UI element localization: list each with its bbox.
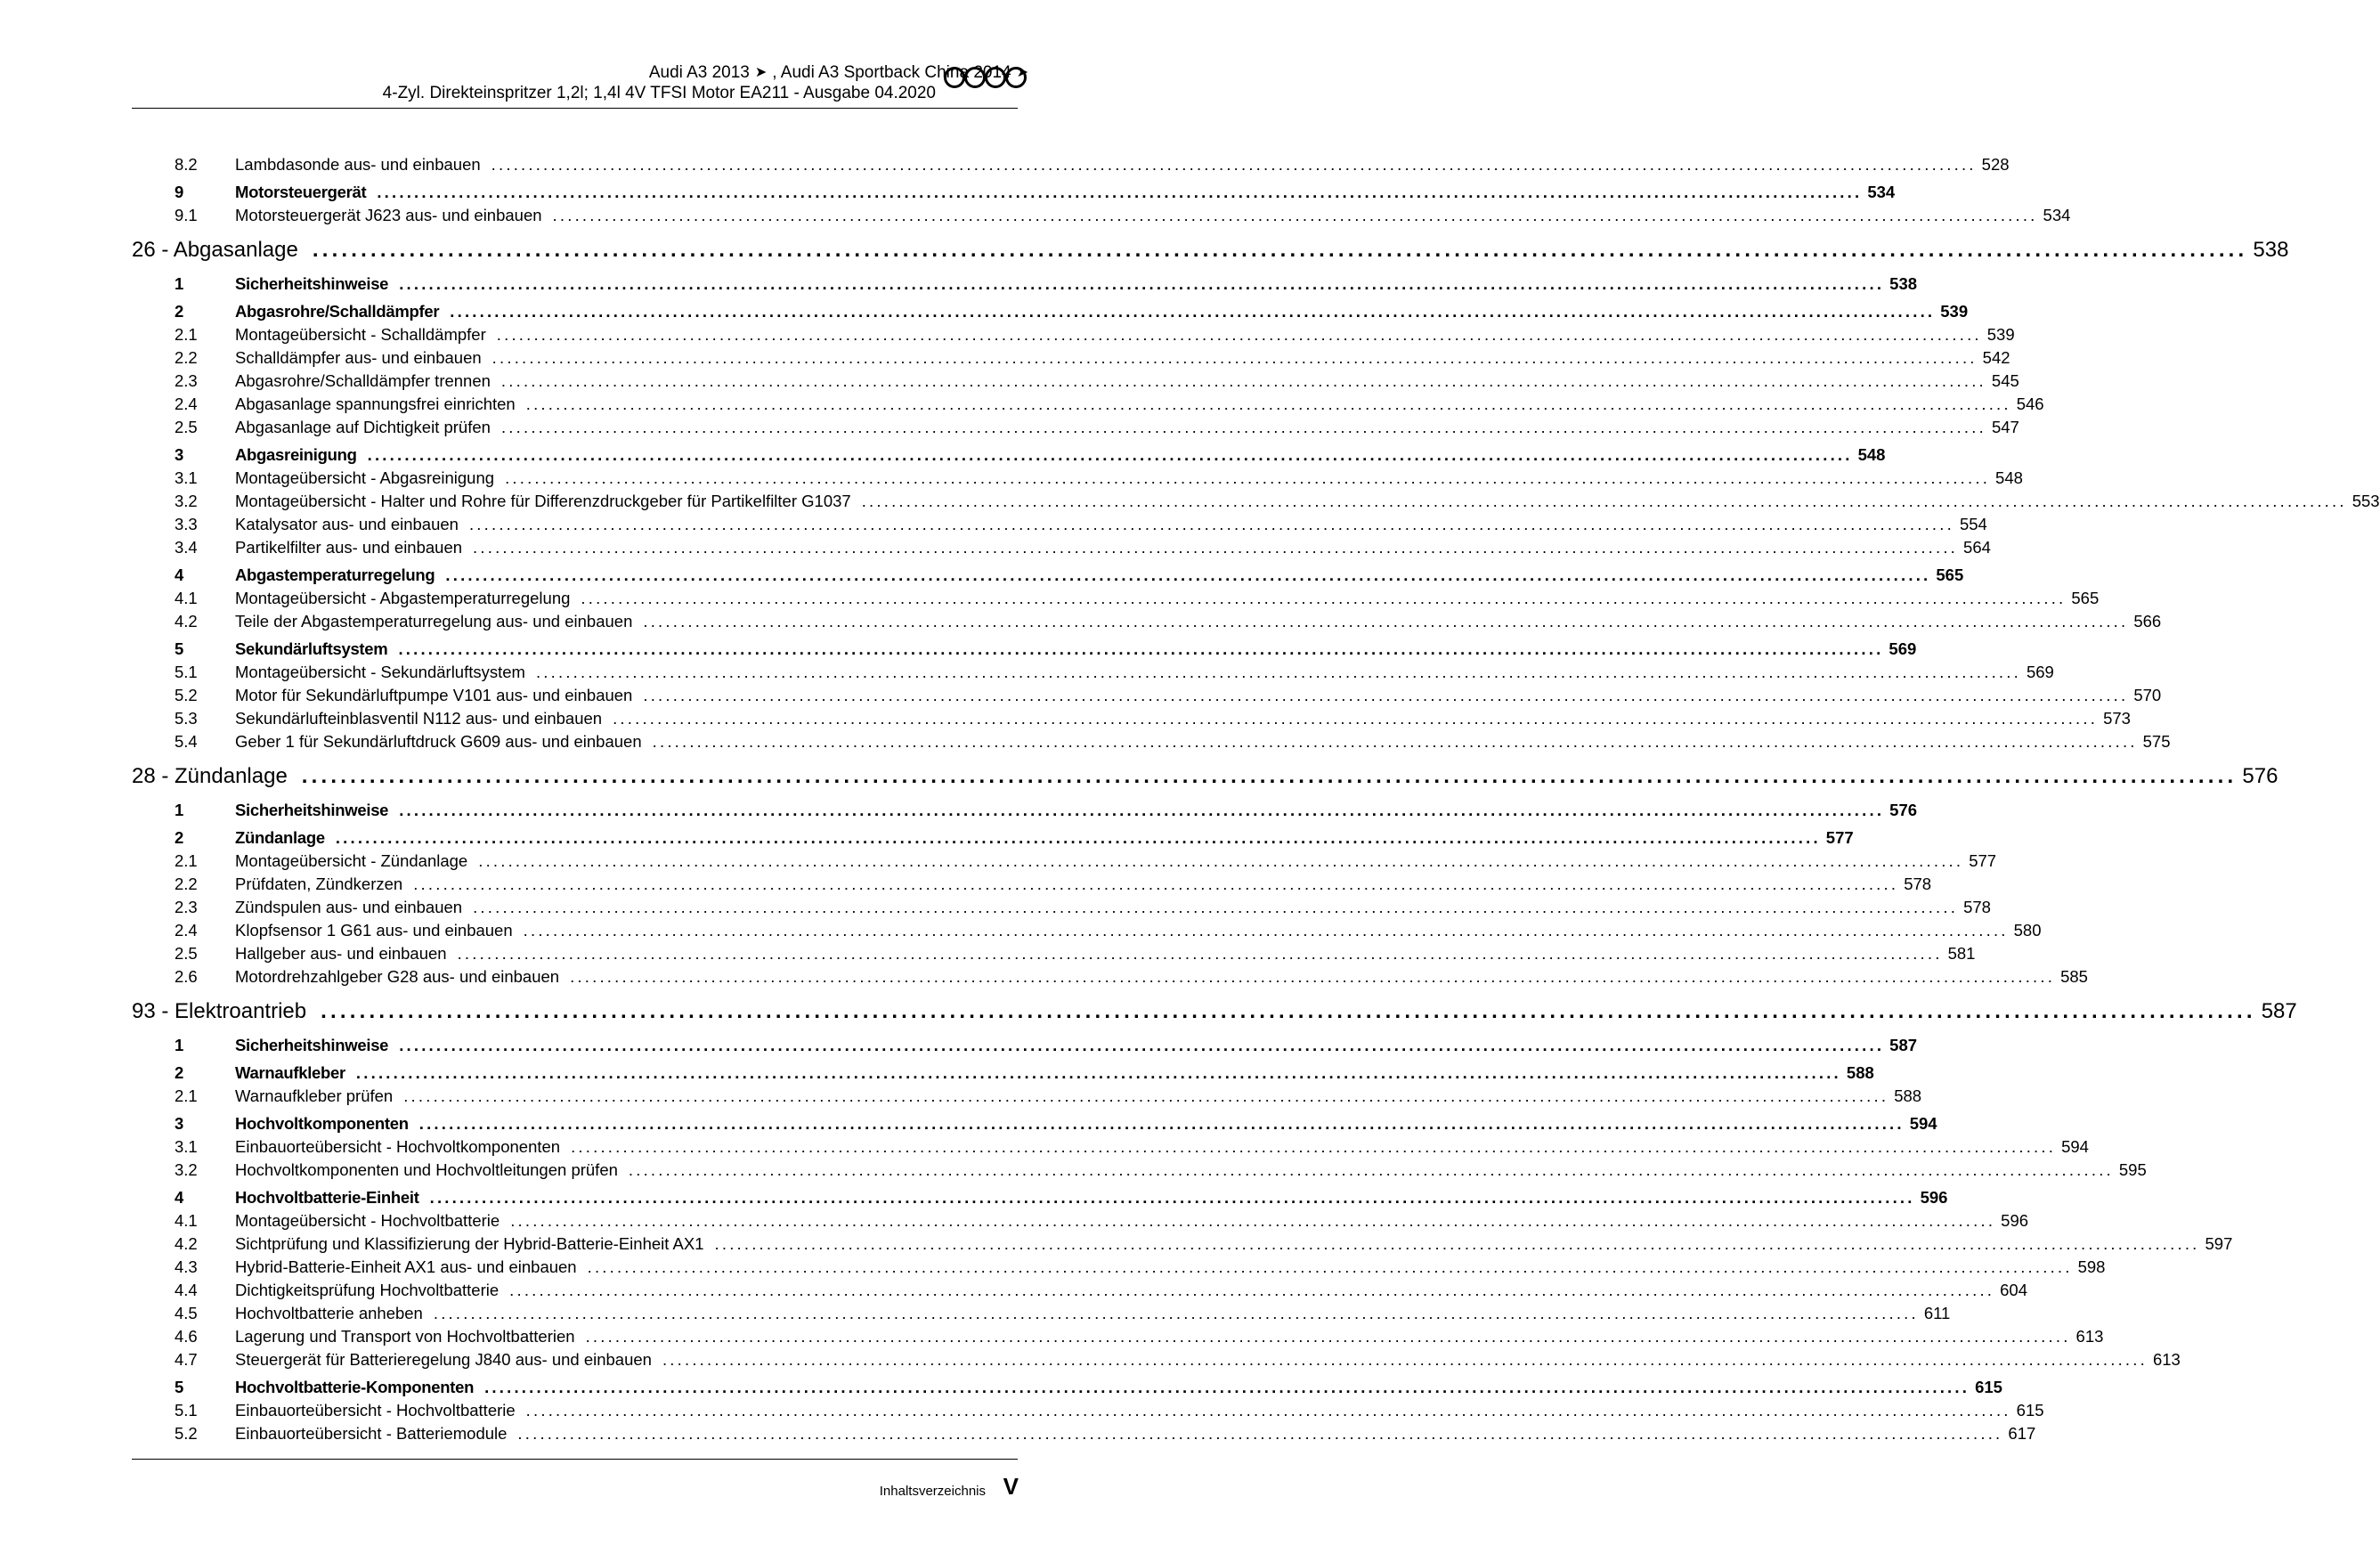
toc-title: Hochvoltbatterie-Einheit [235,1188,419,1207]
toc-leader-dots: ........................................................................................................................................................................................................ [525,1401,2011,1420]
toc-entry-row[interactable] [132,492,2380,515]
toc-title: Motorsteuergerät [235,183,367,201]
toc-title: 93 - Elektroantrieb [132,999,307,1023]
toc-page-number: 615 [2016,1401,2044,1420]
toc-leader-dots: ........................................................................................................................................................................................................ [473,538,1959,557]
toc-page-number: 566 [2133,612,2162,630]
toc-title: Einbauorteübersicht - Batteriemodule [235,1424,508,1443]
toc-page-number: 613 [2152,1350,2181,1369]
header-model-1: Audi A3 2013 [648,63,750,82]
toc-page-number: 577 [1825,828,1854,847]
toc-entry-row[interactable] [132,371,2019,395]
toc-title: Abgasrohre/Schalldämpfer trennen [235,371,491,390]
toc-title: Hochvoltkomponenten [235,1114,409,1133]
toc-page-number: 617 [2008,1424,2036,1443]
toc-number: 2.5 [175,418,198,436]
toc-leader-dots: ........................................................................................................................................................................................................ [367,445,1853,464]
toc-number: 2.5 [175,944,198,963]
toc-number: 3.4 [175,538,198,557]
toc-number: 4 [175,1188,184,1207]
toc-leader-dots: ........................................................................................................................................................................................................ [377,183,1863,201]
toc-title: Geber 1 für Sekundärluftdruck G609 aus- und einbauen [235,732,642,751]
toc-number: 5.4 [175,732,198,751]
toc-entry-row[interactable] [132,732,2171,755]
toc-title: 28 - Zündanlage [132,764,288,788]
toc-page-number: 588 [1846,1063,1874,1082]
toc-title: Montageübersicht - Sekundärluftsystem [235,663,525,681]
toc-leader-dots: ........................................................................................................................................................................................................ [335,828,1821,847]
toc-leader-dots: ........................................................................................................................................................................................................ [525,395,2011,413]
toc-leader-dots: ........................................................................................................................................................................................................ [587,1257,2073,1276]
toc-number: 5 [175,1378,184,1396]
footer-divider [132,1459,1018,1460]
toc-title: Sicherheitshinweise [235,1036,389,1054]
toc-number: 9.1 [175,206,198,224]
toc-number: 4.4 [175,1281,198,1299]
toc-number: 1 [175,801,184,819]
toc-title: Zündanlage [235,828,325,847]
toc-leader-dots: ........................................................................................................................................................................................................ [581,589,2067,607]
toc-entry-row[interactable] [132,1137,2089,1160]
toc-page-number: 538 [1889,274,1918,293]
toc-entry-row[interactable] [132,325,2015,348]
toc-title: Motorsteuergerät J623 aus- und einbauen [235,206,542,224]
toc-entry-row[interactable] [132,468,2023,492]
toc-number: 4.1 [175,589,198,607]
toc-leader-dots: ........................................................................................................................................................................................................ [613,709,2099,728]
toc-page-number: 596 [1920,1188,1948,1207]
toc-number: 4 [175,565,184,584]
toc-number: 3.1 [175,1137,198,1156]
toc-leader-dots: ........................................................................................................................................................................................................ [535,663,2021,681]
toc-leader-dots: ........................................................................................................................................................................................................ [478,851,1964,870]
toc-page-number: 565 [2071,589,2100,607]
toc-page-number: 576 [1889,801,1918,819]
toc-number: 3.3 [175,515,198,533]
toc-leader-dots: ........................................................................................................................................................................................................ [500,418,1986,436]
toc-title: Prüfdaten, Zündkerzen [235,875,403,893]
toc-leader-dots: ........................................................................................................................................................................................................ [484,1378,1970,1396]
toc-chapter-row[interactable] [132,238,2289,270]
toc-entry-row[interactable] [132,1211,2029,1234]
toc-title: Montageübersicht - Abgasreinigung [235,468,495,487]
toc-section-row[interactable] [132,639,1917,663]
toc-leader-dots: ........................................................................................................................................................................................................ [643,686,2129,704]
toc-section-row[interactable] [132,1188,1948,1211]
toc-number: 4.3 [175,1257,198,1276]
toc-leader-dots: ........................................................................................................................................................................................................ [491,348,1978,367]
toc-title: Montageübersicht - Abgastemperaturregelung [235,589,571,607]
toc-title: Sicherheitshinweise [235,274,389,293]
toc-leader-dots: ........................................................................................................................................................................................................ [399,801,1885,819]
toc-entry-row[interactable] [132,538,1991,561]
toc-number: 4.6 [175,1327,198,1346]
toc-leader-dots: ........................................................................................................................................................................................................ [510,1211,1996,1230]
toc-page-number: 596 [2001,1211,2029,1230]
toc-title: Steuergerät für Batterieregelung J840 aus- und einbauen [235,1350,652,1369]
toc-page-number: 539 [1940,302,1969,321]
toc-entry-row[interactable] [132,709,2131,732]
toc-page-number: 545 [1991,371,2019,390]
toc-title: Sekundärlufteinblasventil N112 aus- und einbauen [235,709,603,728]
toc-title: Einbauorteübersicht - Hochvoltbatterie [235,1401,516,1420]
toc-page-number: 598 [2077,1257,2106,1276]
toc-page-number: 538 [2253,238,2289,262]
toc-entry-row[interactable] [132,1257,2106,1281]
toc-page-number: 534 [2043,206,2071,224]
toc-page-number: 573 [2103,709,2131,728]
toc-entry-row[interactable] [132,686,2162,709]
toc-number: 4.2 [175,1234,198,1253]
toc-leader-dots: ........................................................................................................................................................................................................ [403,1086,1889,1105]
toc-number: 9 [175,183,184,201]
toc-page-number: 578 [1963,898,1991,916]
toc-section-row[interactable] [132,1036,1918,1059]
toc-entry-row[interactable] [132,206,2071,229]
toc-page-number: 581 [1947,944,1976,963]
toc-number: 3.2 [175,492,198,510]
toc-title: 26 - Abgasanlage [132,238,298,262]
toc-entry-row[interactable] [132,1424,2036,1447]
toc-leader-dots: ........................................................................................................................................................................................................ [585,1327,2071,1346]
toc-leader-dots: ........................................................................................................................................................................................................ [643,612,2129,630]
toc-title: Hallgeber aus- und einbauen [235,944,447,963]
toc-number: 2.1 [175,1086,198,1105]
toc-page-number: 554 [1959,515,1987,533]
toc-leader-dots: ........................................................................................................................................................................................................ [413,875,1899,893]
audi-rings-icon [943,66,1028,89]
toc-leader-dots: ........................................................................................................................................................................................................ [496,325,1982,344]
toc-number: 2.1 [175,851,198,870]
toc-title: Hochvoltbatterie-Komponenten [235,1378,475,1396]
toc-number: 5 [175,639,184,658]
toc-page-number: 588 [1894,1086,1922,1105]
toc-title: Abgasanlage spannungsfrei einrichten [235,395,516,413]
toc-entry-row[interactable] [132,898,1991,921]
toc-section-row[interactable] [132,274,1918,297]
toc-page-number: 569 [1889,639,1917,658]
toc-number: 4.1 [175,1211,198,1230]
toc-entry-row[interactable] [132,1281,2028,1304]
toc-entry-row[interactable] [132,944,1976,967]
toc-page-number: 539 [1986,325,2015,344]
header-engine-line: 4-Zyl. Direkteinspritzer 1,2l; 1,4l 4V TFSI Motor EA211 - Ausgabe 04.2020 [382,84,936,102]
arrow-right-icon: ➤ [754,65,768,80]
toc-number: 2.4 [175,395,198,413]
toc-entry-row[interactable] [132,612,2162,635]
toc-section-row[interactable] [132,801,1918,824]
toc-chapter-row[interactable] [132,764,2278,796]
toc-section-row[interactable] [132,1063,1874,1086]
toc-number: 1 [175,1036,184,1054]
toc-leader-dots: ........................................................................................................................................................................................................ [429,1188,1915,1207]
toc-page-number: 604 [2000,1281,2028,1299]
toc-number: 5.2 [175,686,198,704]
toc-page-number: 564 [1963,538,1991,557]
toc-page-number: 587 [1889,1036,1918,1054]
toc-entry-row[interactable] [132,1401,2044,1424]
toc-title: Motordrehzahlgeber G28 aus- und einbauen [235,967,560,986]
toc-title: Katalysator aus- und einbauen [235,515,459,533]
toc-leader-dots: ........................................................................................................................................................................................................ [714,1234,2200,1253]
toc-leader-dots: ........................................................................................................................................................................................................ [662,1350,2148,1369]
toc-number: 4.5 [175,1304,198,1322]
toc-leader-dots: ........................................................................................................................................................................................................ [433,1304,1919,1322]
toc-page-number: 548 [1857,445,1886,464]
toc-leader-dots: ........................................................................................................................................................................................................ [399,1036,1885,1054]
toc-leader-dots: ........................................................................................................................................................................................................ [628,1160,2114,1179]
toc-number: 2 [175,302,184,321]
toc-page-number: 576 [2242,764,2278,788]
toc-page-number: 528 [1981,155,2010,174]
toc-entry-row[interactable] [132,515,1987,538]
toc-entry-row[interactable] [132,348,2010,371]
toc-entry-row[interactable] [132,155,2010,178]
toc-number: 2 [175,828,184,847]
toc-page-number: 553 [2352,492,2380,510]
toc-entry-row[interactable] [132,663,2054,686]
toc-entry-row[interactable] [132,921,2042,944]
toc-number: 8.2 [175,155,198,174]
toc-leader-dots: ........................................................................................................................................................................................................ [321,999,2256,1023]
toc-leader-dots: ........................................................................................................................................................................................................ [552,206,2038,224]
toc-title: Lagerung und Transport von Hochvoltbatterien [235,1327,575,1346]
toc-page-number: 577 [1969,851,1997,870]
toc-page-number: 597 [2205,1234,2233,1253]
toc-section-row[interactable] [132,565,1964,589]
toc-title: Montageübersicht - Zündanlage [235,851,468,870]
toc-leader-dots: ........................................................................................................................................................................................................ [457,944,1943,963]
toc-leader-dots: ........................................................................................................................................................................................................ [398,639,1884,658]
toc-title: Dichtigkeitsprüfung Hochvoltbatterie [235,1281,500,1299]
toc-title: Abgasrohre/Schalldämpfer [235,302,440,321]
toc-number: 3 [175,1114,184,1133]
toc-number: 5.1 [175,663,198,681]
toc-title: Warnaufkleber prüfen [235,1086,394,1105]
toc-leader-dots: ........................................................................................................................................................................................................ [301,764,2238,788]
toc-entry-row[interactable] [132,1086,1922,1110]
toc-leader-dots: ........................................................................................................................................................................................................ [505,468,1991,487]
toc-title: Sekundärluftsystem [235,639,388,658]
toc-title: Sichtprüfung und Klassifizierung der Hybrid-Batterie-Einheit AX1 [235,1234,704,1253]
toc-leader-dots: ........................................................................................................................................................................................................ [450,302,1936,321]
toc-page-number: 534 [1867,183,1896,201]
toc-page-number: 615 [1975,1378,2002,1396]
toc-number: 5.1 [175,1401,198,1420]
toc-title: Abgastemperaturregelung [235,565,435,584]
toc-title: Montageübersicht - Hochvoltbatterie [235,1211,500,1230]
toc-entry-row[interactable] [132,418,2019,441]
toc-title: Hochvoltkomponenten und Hochvoltleitungen prüfen [235,1160,618,1179]
toc-number: 1 [175,274,184,293]
toc-entry-row[interactable] [132,1350,2181,1373]
footer-section-label: Inhaltsverzeichnis [879,1484,986,1499]
toc-number: 2.6 [175,967,198,986]
toc-title: Zündspulen aus- und einbauen [235,898,463,916]
footer-page-number: V [1003,1473,1019,1500]
toc-title: Klopfsensor 1 G61 aus- und einbauen [235,921,513,940]
toc-page-number: 580 [2013,921,2042,940]
toc-leader-dots: ........................................................................................................................................................................................................ [861,492,2347,510]
toc-entry-row[interactable] [132,1160,2147,1184]
toc-number: 2.3 [175,898,198,916]
toc-title: Sicherheitshinweise [235,801,389,819]
toc-title: Hybrid-Batterie-Einheit AX1 aus- und einbauen [235,1257,577,1276]
header-divider [132,108,1018,109]
toc-leader-dots: ........................................................................................................................................................................................................ [491,155,1977,174]
toc-page-number: 546 [2016,395,2044,413]
toc-title: Warnaufkleber [235,1063,345,1082]
toc-leader-dots: ........................................................................................................................................................................................................ [509,1281,1995,1299]
toc-number: 2.1 [175,325,198,344]
toc-title: Teile der Abgastemperaturregelung aus- und einbauen [235,612,633,630]
header-model-2: , Audi A3 Sportback China 2014 [772,63,1011,82]
toc-title: Montageübersicht - Halter und Rohre für Differenzdruckgeber für Partikelfilter G1037 [235,492,851,510]
toc-number: 2.3 [175,371,198,390]
toc-leader-dots: ........................................................................................................................................................................................................ [312,238,2248,262]
toc-leader-dots: ........................................................................................................................................................................................................ [517,1424,2003,1443]
toc-entry-row[interactable] [132,851,1997,875]
toc-number: 2.4 [175,921,198,940]
toc-title: Einbauorteübersicht - Hochvoltkomponenten [235,1137,561,1156]
toc-section-row[interactable] [132,1114,1937,1137]
toc-number: 2.2 [175,875,198,893]
toc-number: 4.2 [175,612,198,630]
toc-page-number: 548 [1995,468,2023,487]
table-of-contents [132,155,2380,1447]
toc-leader-dots: ........................................................................................................................................................................................................ [468,515,1954,533]
toc-title: Partikelfilter aus- und einbauen [235,538,463,557]
toc-page-number: 594 [2061,1137,2089,1156]
toc-entry-row[interactable] [132,395,2044,418]
toc-page-number: 547 [1991,418,2019,436]
toc-entry-row[interactable] [132,1327,2104,1350]
toc-page-number: 578 [1904,875,1932,893]
toc-number: 2.2 [175,348,198,367]
toc-title: Schalldämpfer aus- und einbauen [235,348,482,367]
toc-number: 5.2 [175,1424,198,1443]
toc-title: Montageübersicht - Schalldämpfer [235,325,486,344]
toc-page-number: 542 [1982,348,2010,367]
toc-section-row[interactable] [132,445,1886,468]
toc-entry-row[interactable] [132,1304,1951,1327]
toc-entry-row[interactable] [132,875,1932,898]
toc-section-row[interactable] [132,183,1896,206]
toc-title: Abgasanlage auf Dichtigkeit prüfen [235,418,491,436]
toc-entry-row[interactable] [132,967,2088,990]
toc-title: Hochvoltbatterie anheben [235,1304,423,1322]
toc-page-number: 594 [1909,1114,1937,1133]
toc-leader-dots: ........................................................................................................................................................................................................ [523,921,2009,940]
toc-entry-row[interactable] [132,589,2100,612]
toc-page-number: 570 [2133,686,2162,704]
toc-page-number: 595 [2118,1160,2147,1179]
toc-page-number: 565 [1936,565,1964,584]
toc-title: Abgasreinigung [235,445,357,464]
toc-number: 3 [175,445,184,464]
toc-title: Motor für Sekundärluftpumpe V101 aus- und einbauen [235,686,633,704]
toc-number: 3.2 [175,1160,198,1179]
toc-leader-dots: ........................................................................................................................................................................................................ [399,274,1885,293]
toc-page-number: 587 [2261,999,2297,1023]
toc-section-row[interactable] [132,828,1854,851]
toc-leader-dots: ........................................................................................................................................................................................................ [473,898,1959,916]
toc-leader-dots: ........................................................................................................................................................................................................ [500,371,1986,390]
toc-page-number: 569 [2026,663,2054,681]
toc-leader-dots: ........................................................................................................................................................................................................ [652,732,2138,751]
toc-entry-row[interactable] [132,1234,2233,1257]
toc-number: 5.3 [175,709,198,728]
toc-page-number: 611 [1923,1304,1951,1322]
arrow-right-icon: ➤ [1016,65,1028,80]
toc-leader-dots: ........................................................................................................................................................................................................ [355,1063,1841,1082]
toc-leader-dots: ........................................................................................................................................................................................................ [445,565,1931,584]
toc-section-row[interactable] [132,302,1969,325]
toc-title: Lambdasonde aus- und einbauen [235,155,481,174]
toc-leader-dots: ........................................................................................................................................................................................................ [570,967,2056,986]
toc-page-number: 613 [2075,1327,2104,1346]
toc-page-number: 585 [2060,967,2088,986]
toc-section-row[interactable] [132,1378,2002,1401]
toc-leader-dots: ........................................................................................................................................................................................................ [571,1137,2057,1156]
toc-page-number: 575 [2142,732,2171,751]
page-header [383,62,1028,104]
toc-chapter-row[interactable] [132,999,2297,1031]
toc-leader-dots: ........................................................................................................................................................................................................ [418,1114,1905,1133]
toc-number: 2 [175,1063,184,1082]
toc-number: 4.7 [175,1350,198,1369]
toc-number: 3.1 [175,468,198,487]
